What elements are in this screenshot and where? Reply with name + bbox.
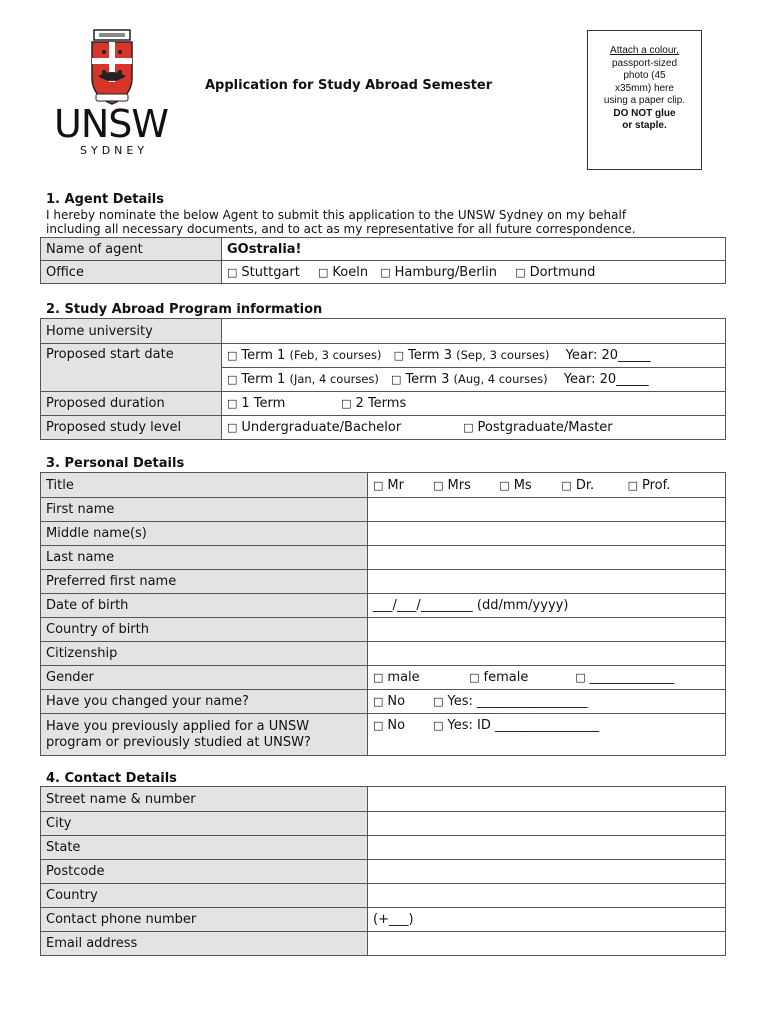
table-row <box>41 570 726 594</box>
start-term1-feb[interactable]: □ Term 1 (Feb, 3 courses) <box>227 348 382 363</box>
title-options <box>368 473 726 498</box>
start-term1-jan[interactable]: □ Term 1 (Jan, 4 courses) <box>227 372 379 387</box>
title-option-mr[interactable]: □ Mr <box>373 477 404 493</box>
gender-option-male[interactable]: □ male <box>373 670 420 685</box>
title-option-dr[interactable]: □ Dr. <box>561 477 595 493</box>
photo-line-5: using a paper clip. <box>603 95 686 106</box>
start-date-row-1 <box>222 344 726 368</box>
start-year-1[interactable]: Year: 20_____ <box>565 348 651 363</box>
photo-box[interactable] <box>587 30 702 170</box>
city-field[interactable] <box>368 812 726 836</box>
citizenship-field[interactable] <box>368 642 726 666</box>
table-row <box>41 618 726 642</box>
table-row <box>41 261 726 284</box>
country-birth-label: Country of birth <box>41 618 368 642</box>
photo-line-1: Attach a colour, <box>610 45 679 56</box>
table-row <box>41 812 726 836</box>
previously-applied-line-1: Have you previously applied for a UNSW <box>46 718 310 734</box>
photo-line-7: or staple. <box>622 120 667 131</box>
level-option-undergrad[interactable]: □ Undergraduate/Bachelor <box>227 420 402 435</box>
middle-name-field[interactable] <box>368 522 726 546</box>
title-option-ms[interactable]: □ Ms <box>499 477 532 493</box>
email-label: Email address <box>41 932 368 956</box>
table-row <box>41 932 726 956</box>
previously-applied-line-2: program or previously studied at UNSW? <box>46 734 311 750</box>
agent-table <box>40 237 726 284</box>
intro-line-1: I hereby nominate the below Agent to submit this application to the UNSW Sydney on my behalf <box>46 208 627 222</box>
phone-label: Contact phone number <box>41 908 368 932</box>
unsw-crest-icon <box>52 28 192 108</box>
photo-line-6: DO NOT glue <box>613 107 676 119</box>
start-year-2[interactable]: Year: 20_____ <box>563 372 649 387</box>
first-name-label: First name <box>41 498 368 522</box>
table-row <box>41 522 726 546</box>
table-row <box>41 860 726 884</box>
agent-label: Name of agent <box>41 238 222 261</box>
office-option-koeln[interactable]: □ Koeln <box>318 264 369 280</box>
state-field[interactable] <box>368 836 726 860</box>
name-changed-yes[interactable]: □ Yes: _________________ <box>433 694 588 709</box>
postcode-label: Postcode <box>41 860 368 884</box>
citizenship-label: Citizenship <box>41 642 368 666</box>
title-option-prof[interactable]: □ Prof. <box>627 477 671 493</box>
office-option-stuttgart[interactable]: □ Stuttgart <box>227 264 300 280</box>
agent-value[interactable]: GOstralia! <box>222 238 726 261</box>
title-label: Title <box>41 473 368 498</box>
name-changed-options <box>368 690 726 714</box>
page-title: Application for Study Abroad Semester <box>205 78 493 93</box>
table-row <box>41 416 726 440</box>
table-row <box>41 238 726 261</box>
preferred-name-field[interactable] <box>368 570 726 594</box>
email-field[interactable] <box>368 932 726 956</box>
photo-line-2: passport-sized <box>611 57 678 69</box>
duration-options <box>222 392 726 416</box>
program-table <box>40 318 726 440</box>
table-row <box>41 344 726 368</box>
table-row <box>41 836 726 860</box>
name-changed-label: Have you changed your name? <box>41 690 368 714</box>
country-field[interactable] <box>368 884 726 908</box>
name-changed-no[interactable]: □ No <box>373 694 406 709</box>
start-term3-sep[interactable]: □ Term 3 (Sep, 3 courses) <box>393 348 550 363</box>
home-university-label: Home university <box>41 319 222 344</box>
last-name-field[interactable] <box>368 546 726 570</box>
gender-options <box>368 666 726 690</box>
city-label: City <box>41 812 368 836</box>
study-level-options <box>222 416 726 440</box>
table-row <box>41 594 726 618</box>
table-row <box>41 714 726 756</box>
table-row <box>41 392 726 416</box>
intro-line-2: including all necessary documents, and to act as my representative for all future correspondence. <box>46 222 636 236</box>
last-name-label: Last name <box>41 546 368 570</box>
photo-line-4: x35mm) here <box>615 82 674 94</box>
section-3-heading: 3. Personal Details <box>46 456 185 471</box>
office-options <box>222 261 726 284</box>
office-option-dortmund[interactable]: □ Dortmund <box>515 264 596 280</box>
dob-field[interactable]: ___/___/________ (dd/mm/yyyy) <box>368 594 726 618</box>
gender-option-other[interactable]: □ _____________ <box>575 670 675 685</box>
table-row <box>41 908 726 932</box>
title-option-mrs[interactable]: □ Mrs <box>433 477 471 493</box>
start-date-label: Proposed start date <box>41 344 222 392</box>
country-birth-field[interactable] <box>368 618 726 642</box>
level-option-postgrad[interactable]: □ Postgraduate/Master <box>463 420 613 435</box>
dob-label: Date of birth <box>41 594 368 618</box>
table-row <box>41 473 726 498</box>
postcode-field[interactable] <box>368 860 726 884</box>
gender-label: Gender <box>41 666 368 690</box>
previously-applied-no[interactable]: □ No <box>373 718 406 733</box>
table-row <box>41 666 726 690</box>
table-row <box>41 884 726 908</box>
photo-line-3: photo (45 <box>623 70 666 81</box>
personal-table <box>40 472 726 756</box>
office-option-hamburg[interactable]: □ Hamburg/Berlin <box>380 264 498 280</box>
state-label: State <box>41 836 368 860</box>
previously-applied-label <box>41 714 368 756</box>
home-university-field[interactable] <box>222 319 726 344</box>
table-row <box>41 787 726 812</box>
duration-option-2-terms[interactable]: □ 2 Terms <box>341 396 407 411</box>
gender-option-female[interactable]: □ female <box>469 670 529 685</box>
table-row <box>41 690 726 714</box>
section-2-heading: 2. Study Abroad Program information <box>46 302 323 317</box>
previously-applied-yes[interactable]: □ Yes: ID ________________ <box>433 718 600 733</box>
table-row <box>41 642 726 666</box>
street-field[interactable] <box>368 787 726 812</box>
table-row <box>41 546 726 570</box>
start-term3-aug[interactable]: □ Term 3 (Aug, 4 courses) <box>391 372 548 387</box>
study-level-label: Proposed study level <box>41 416 222 440</box>
logo-subtitle: SYDNEY <box>80 144 149 157</box>
duration-option-1-term[interactable]: □ 1 Term <box>227 396 286 411</box>
start-date-row-2 <box>222 368 726 392</box>
table-row <box>41 319 726 344</box>
table-row <box>41 498 726 522</box>
street-label: Street name & number <box>41 787 368 812</box>
middle-name-label: Middle name(s) <box>41 522 368 546</box>
duration-label: Proposed duration <box>41 392 222 416</box>
country-label: Country <box>41 884 368 908</box>
logo-wordmark: UNSW <box>54 102 168 146</box>
contact-table <box>40 786 726 956</box>
section-1-intro <box>46 208 636 236</box>
previously-applied-options <box>368 714 726 756</box>
first-name-field[interactable] <box>368 498 726 522</box>
office-label: Office <box>41 261 222 284</box>
section-4-heading: 4. Contact Details <box>46 771 177 786</box>
phone-field[interactable]: (+___) <box>368 908 726 932</box>
preferred-name-label: Preferred first name <box>41 570 368 594</box>
section-1-heading: 1. Agent Details <box>46 192 164 207</box>
